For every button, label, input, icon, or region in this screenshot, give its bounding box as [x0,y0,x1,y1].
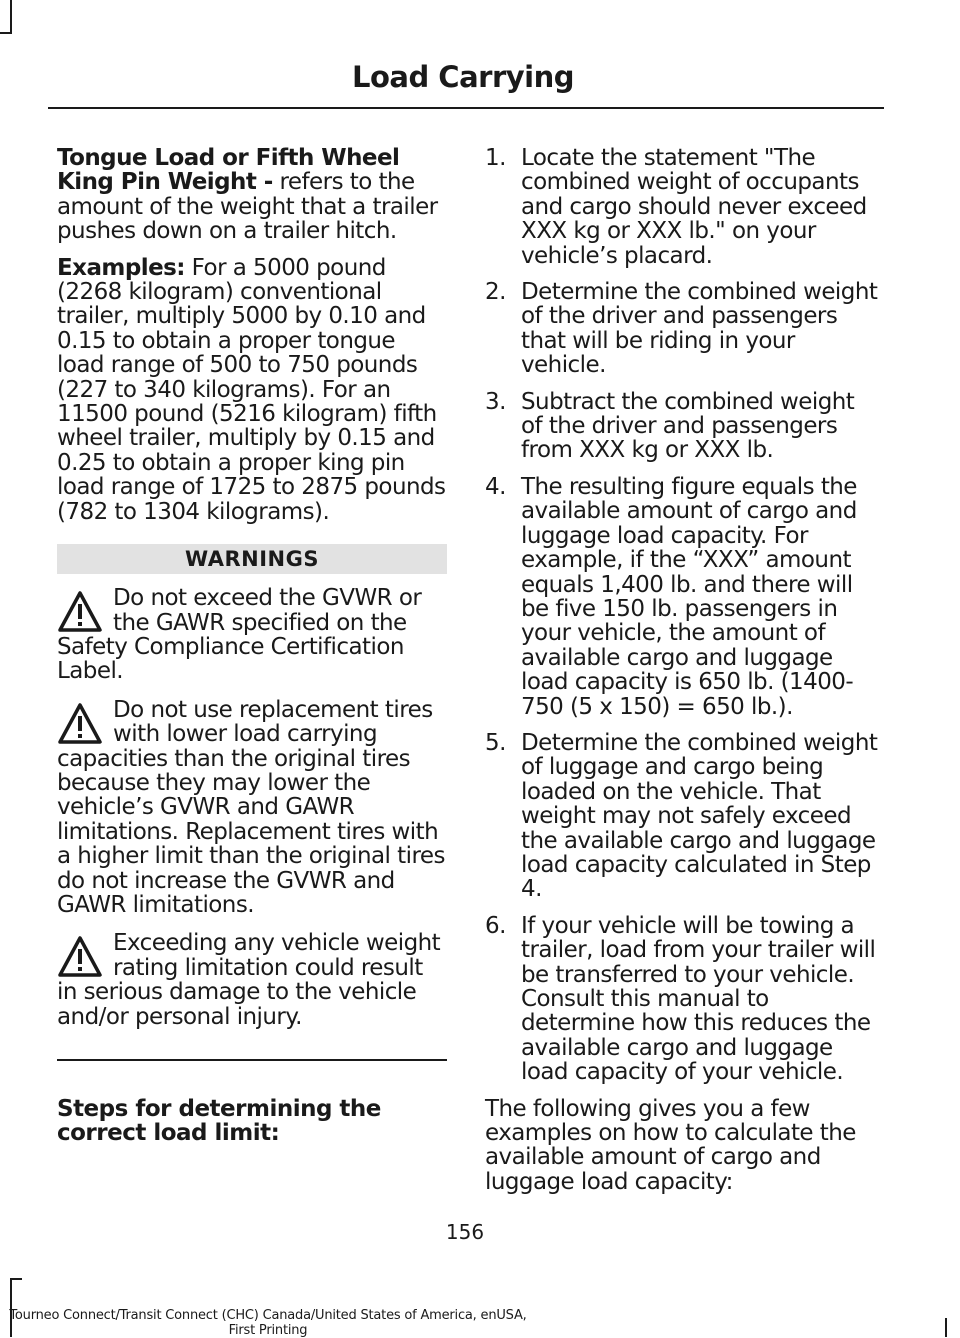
examples-text: For a 5000 pound (2268 kilogram) conventional trailer, multiply 5000 by 0.10 and 0.15 to obtain a proper tongue load range of 500 to 750 pounds (227 to 340 kilograms). For an 11500 pound (5216 kilogram) fifth wheel trailer, multiply by 0.15 and 0.25 to obtain a proper king pin load range of 1725 to 2875 pounds (782 to 1304 kilograms). [57,254,446,525]
warning-triangle-icon [57,702,103,746]
step-number: 2. [485,279,506,306]
step-number: 3. [485,388,506,415]
step-text: The resulting figure equals the available amount of cargo and luggage load capacity. For example, if the “XXX” amount equals 1,400 lb. and there will be five 150 lb. passengers in your vehicle, the amount of available cargo and luggage load capacity is 650 lb. (1400-750 (5 x 150) = 650 lb.). [521,473,857,720]
crop-mark-top-left-h [0,32,12,34]
tongue-load-definition: refers to the amount of the weight that a trailer pushes down on a trailer hitch. [57,169,438,245]
list-item [485,390,881,463]
step-number: 4. [485,473,506,500]
tongue-load-paragraph [57,146,447,244]
step-text: Determine the combined weight of the driver and passengers that will be riding in your vehicle. [521,279,878,379]
warning-text: Do not use replacement tires with lower load carrying capacities than the original tires because they may lower the vehicle’s GVWR and GAWR limitations. Replacement tires with a higher limit than the original tires do not increase the GVWR and GAWR limitations. [57,696,445,918]
section-rule [57,1059,447,1061]
right-column [485,146,881,1206]
warnings-heading: WARNINGS [57,544,447,574]
page-number: 156 [445,1220,485,1244]
crop-mark-bottom-right-v [945,1318,947,1337]
warning-item [57,586,447,684]
list-item [485,146,881,268]
examples-paragraph [57,256,447,524]
step-number: 5. [485,729,506,756]
closing-paragraph: The following gives you a few examples on how to calculate the available amount of cargo and luggage load capacity: [485,1095,856,1195]
warning-triangle-icon [57,590,103,634]
step-number: 1. [485,145,506,171]
step-text: If your vehicle will be towing a trailer, load from your trailer will be transferred to your vehicle. Consult this manual to determine how this reduces the available cargo and luggage load capacity of your vehicle. [521,912,876,1086]
list-item [485,280,881,378]
section-title: Load Carrying [351,60,574,94]
step-number: 6. [485,912,506,939]
step-text: Determine the combined weight of luggage and cargo being loaded on the vehicle. That weight may not safely exceed the available cargo and luggage load capacity calculated in Step 4. [521,729,878,903]
header-rule [48,107,884,109]
warning-text: Do not exceed the GVWR or the GAWR specified on the Safety Compliance Certification Label. [57,585,422,685]
crop-mark-top-left-v [10,0,12,34]
list-item [485,475,881,719]
steps-heading: Steps for determining the correct load limit: [57,1096,381,1147]
left-column [57,146,447,1146]
tongue-load-term: Tongue Load or Fifth Wheel King Pin Weight - [57,145,400,196]
list-item [485,914,881,1085]
step-text: Subtract the combined weight of the driver and passengers from XXX kg or XXX lb. [521,388,855,464]
warning-item [57,931,447,1029]
warning-triangle-icon [57,935,103,979]
crop-mark-bottom-left-h [10,1278,22,1280]
warning-item [57,698,447,918]
list-item [485,731,881,902]
step-text: Locate the statement "The combined weight of occupants and cargo should never exceed XXX kg or XXX lb." on your vehicle’s placard. [521,145,867,269]
edition-footer: Tourneo Connect/Transit Connect (CHC) Canada/United States of America, enUSA, First Printing [9,1308,527,1338]
examples-term: Examples: [57,254,185,281]
warning-text: Exceeding any vehicle weight rating limitation could result in serious damage to the vehicle and/or personal injury. [57,930,441,1030]
